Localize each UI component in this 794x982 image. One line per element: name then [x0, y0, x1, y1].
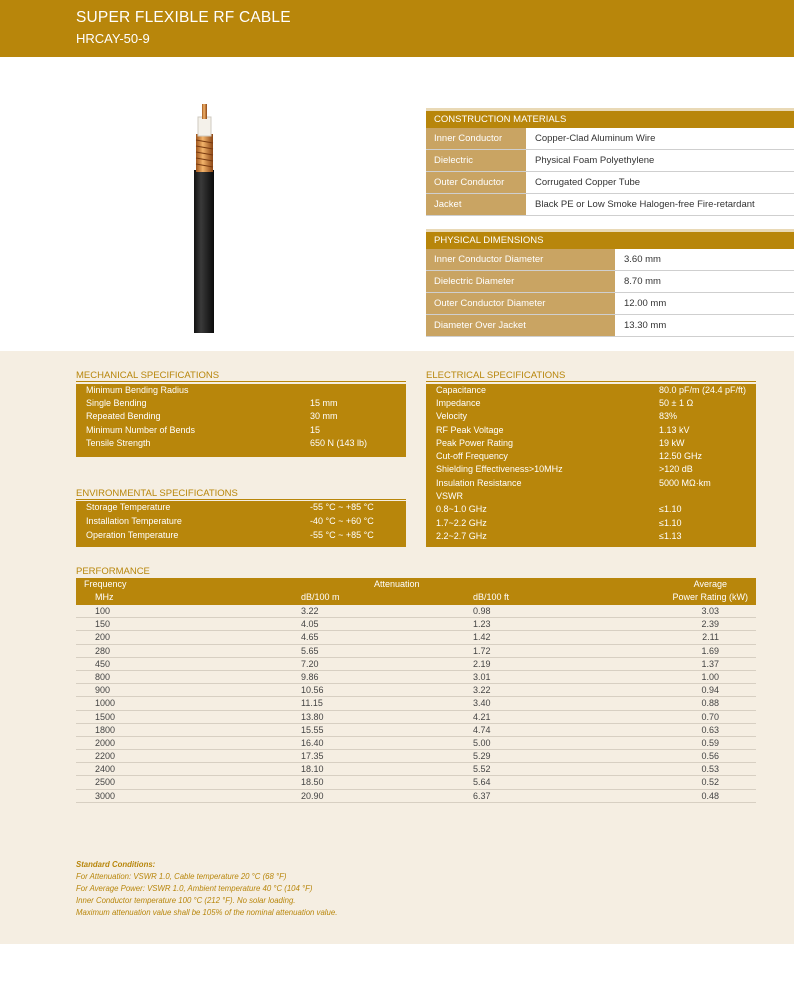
table-row [426, 150, 794, 172]
electrical-specs-box [426, 384, 756, 547]
spec-value: ≤1.13 [659, 531, 682, 541]
spec-value: 3.60 mm [616, 249, 661, 270]
cell-db-per-100m: 15.55 [301, 724, 324, 735]
cell-db-per-100m: 16.40 [301, 737, 324, 748]
spec-key: Cut-off Frequency [436, 451, 508, 461]
cell-db-per-100m: 9.86 [301, 671, 319, 682]
cell-db-per-100ft: 5.52 [473, 764, 491, 775]
cell-db-per-100ft: 5.00 [473, 737, 491, 748]
environmental-title: ENVIRONMENTAL SPECIFICATIONS [76, 488, 406, 500]
cell-power-rating: 0.88 [701, 698, 719, 709]
dimensions-title: PHYSICAL DIMENSIONS [426, 229, 794, 249]
spec-value: 80.0 pF/m (24.4 pF/ft) [659, 385, 747, 395]
cell-frequency: 2200 [95, 751, 116, 762]
table-row [426, 194, 794, 216]
note-line: For Average Power: VSWR 1.0, Ambient temperature 40 °C (104 °F) [76, 884, 313, 893]
col-db-per-100m: dB/100 m [301, 592, 340, 602]
spec-key: Repeated Bending [86, 411, 161, 421]
spec-value: 15 mm [310, 398, 338, 408]
spec-key: Jacket [426, 194, 527, 215]
spec-key: Peak Power Rating [436, 438, 514, 448]
spec-key: Dielectric [426, 150, 527, 171]
cell-frequency: 150 [95, 619, 111, 630]
spec-value: 8.70 mm [616, 271, 661, 292]
cell-frequency: 3000 [95, 790, 116, 801]
spec-value: 19 kW [659, 438, 685, 448]
cell-db-per-100ft: 4.74 [473, 724, 491, 735]
performance-table [76, 605, 756, 803]
spec-value: ≤1.10 [659, 504, 682, 514]
cell-frequency: 280 [95, 645, 111, 656]
cell-power-rating: 0.52 [701, 777, 719, 788]
cell-db-per-100m: 4.65 [301, 632, 319, 643]
cell-power-rating: 0.59 [701, 737, 719, 748]
physical-dimensions-table [426, 229, 794, 337]
electrical-title: ELECTRICAL SPECIFICATIONS [426, 370, 756, 382]
spec-key: 2.2~2.7 GHz [436, 531, 487, 541]
spec-key: Capacitance [436, 385, 487, 395]
cell-db-per-100m: 11.15 [301, 698, 323, 709]
product-title: SUPER FLEXIBLE RF CABLE [76, 9, 291, 26]
cell-db-per-100m: 3.22 [301, 606, 319, 616]
spec-key: Outer Conductor Diameter [426, 293, 616, 314]
table-row [76, 671, 756, 684]
table-row [76, 618, 756, 631]
cable-jacket [194, 170, 214, 333]
cell-frequency: 200 [95, 632, 111, 643]
cell-power-rating: 0.56 [701, 751, 719, 762]
spec-value: 5000 MΩ·km [659, 478, 711, 488]
spec-value: 650 N (143 lb) [310, 438, 368, 448]
col-attenuation: Attenuation [374, 579, 420, 589]
cell-frequency: 450 [95, 658, 111, 669]
spec-value: 1.13 kV [659, 425, 690, 435]
cable-illustration [0, 0, 260, 340]
cell-db-per-100m: 5.65 [301, 645, 319, 656]
spec-key: Impedance [436, 398, 481, 408]
spec-key: Insulation Resistance [436, 478, 522, 488]
col-frequency: Frequency [84, 579, 127, 589]
spec-value: ≤1.10 [659, 518, 682, 528]
cell-db-per-100ft: 3.40 [473, 698, 491, 709]
table-row [76, 658, 756, 671]
spec-key: Inner Conductor Diameter [426, 249, 616, 270]
spec-key: 1.7~2.2 GHz [436, 518, 487, 528]
cell-db-per-100m: 10.56 [301, 685, 324, 696]
table-row [426, 271, 794, 293]
cable-dielectric [198, 117, 211, 136]
spec-key: Shielding Effectiveness>10MHz [436, 464, 563, 474]
spec-key: Minimum Bending Radius [86, 385, 189, 395]
col-frequency-unit: MHz [95, 592, 114, 602]
table-row [76, 711, 756, 724]
performance-title: PERFORMANCE [76, 566, 150, 577]
cell-db-per-100m: 7.20 [301, 658, 319, 669]
spec-key: Operation Temperature [86, 530, 179, 540]
spec-value: -55 °C ~ +85 °C [310, 502, 374, 512]
cell-db-per-100ft: 3.22 [473, 685, 491, 696]
cell-frequency: 800 [95, 671, 111, 682]
col-average: Average [693, 579, 727, 589]
spec-value: -55 °C ~ +85 °C [310, 530, 374, 540]
cell-frequency: 1800 [95, 724, 116, 735]
spec-value: 83% [659, 411, 678, 421]
spec-key: Tensile Strength [86, 438, 151, 448]
table-row [426, 172, 794, 194]
cell-power-rating: 2.39 [701, 619, 719, 630]
cell-power-rating: 1.37 [701, 658, 719, 669]
cell-db-per-100ft: 1.23 [473, 619, 491, 630]
cell-frequency: 2400 [95, 764, 116, 775]
cell-power-rating: 3.03 [701, 606, 719, 616]
cell-frequency: 900 [95, 685, 111, 696]
spec-value: 50 ± 1 Ω [659, 398, 694, 408]
table-row [426, 249, 794, 271]
cell-power-rating: 0.70 [701, 711, 719, 722]
table-row [76, 763, 756, 776]
cell-power-rating: 2.11 [702, 632, 719, 643]
spec-value: >120 dB [659, 464, 693, 474]
product-model: HRCAY-50-9 [76, 31, 150, 46]
cell-db-per-100m: 20.90 [301, 790, 324, 801]
cell-frequency: 1500 [95, 711, 116, 722]
cell-db-per-100m: 13.80 [301, 711, 324, 722]
spec-key: Diameter Over Jacket [426, 315, 616, 336]
table-row [76, 737, 756, 750]
performance-header [76, 578, 756, 605]
cell-power-rating: 1.69 [701, 645, 719, 656]
notes-title: Standard Conditions: [76, 860, 156, 869]
cell-db-per-100ft: 3.01 [473, 671, 491, 682]
table-row [76, 631, 756, 644]
cell-db-per-100ft: 5.64 [473, 777, 491, 788]
cable-inner-conductor [202, 104, 207, 119]
table-row [76, 645, 756, 658]
spec-key: Installation Temperature [86, 516, 182, 526]
cell-db-per-100ft: 1.72 [473, 645, 491, 656]
cell-frequency: 1000 [95, 698, 116, 709]
cell-power-rating: 0.53 [701, 764, 719, 775]
cell-db-per-100ft: 5.29 [473, 751, 491, 762]
note-line: Maximum attenuation value shall be 105% of the nominal attenuation value. [76, 908, 338, 917]
cell-power-rating: 0.94 [701, 685, 719, 696]
note-line: Inner Conductor temperature 100 °C (212 °F). No solar loading. [76, 896, 296, 905]
spec-key: VSWR [436, 491, 463, 501]
environmental-specs-box [76, 501, 406, 547]
spec-key: Velocity [436, 411, 468, 421]
spec-key: RF Peak Voltage [436, 425, 504, 435]
mechanical-title: MECHANICAL SPECIFICATIONS [76, 370, 406, 382]
cell-db-per-100ft: 2.19 [473, 658, 491, 669]
mechanical-specs-box [76, 384, 406, 457]
spec-key: Dielectric Diameter [426, 271, 616, 292]
table-row [76, 605, 756, 618]
cell-db-per-100ft: 1.42 [473, 632, 491, 643]
cell-db-per-100m: 17.35 [301, 751, 324, 762]
spec-key: Single Bending [86, 398, 147, 408]
cell-power-rating: 0.48 [701, 790, 719, 801]
spec-value: 12.00 mm [616, 293, 666, 314]
cell-frequency: 2000 [95, 737, 116, 748]
table-row [426, 293, 794, 315]
table-row [76, 697, 756, 710]
cell-power-rating: 0.63 [701, 724, 719, 735]
col-power-rating: Power Rating (kW) [672, 592, 748, 602]
spec-key: Minimum Number of Bends [86, 425, 196, 435]
table-row [76, 750, 756, 763]
table-row [76, 684, 756, 697]
cell-frequency: 2500 [95, 777, 116, 788]
cell-frequency: 100 [95, 606, 111, 616]
table-row [76, 790, 756, 803]
cell-power-rating: 1.00 [701, 671, 719, 682]
construction-materials-table [426, 108, 794, 216]
construction-title: CONSTRUCTION MATERIALS [426, 108, 794, 128]
spec-key: Outer Conductor [426, 172, 527, 193]
note-line: For Attenuation: VSWR 1.0, Cable temperature 20 °C (68 °F) [76, 872, 287, 881]
cell-db-per-100m: 18.10 [301, 764, 324, 775]
spec-value: 13.30 mm [616, 315, 666, 336]
table-row [426, 128, 794, 150]
spec-key: Inner Conductor [426, 128, 527, 149]
col-db-per-100ft: dB/100 ft [473, 592, 510, 602]
cell-db-per-100m: 18.50 [301, 777, 324, 788]
table-row [76, 724, 756, 737]
spec-value: 12.50 GHz [659, 451, 703, 461]
cell-db-per-100ft: 0.98 [473, 606, 491, 616]
table-row [426, 315, 794, 337]
cell-db-per-100ft: 6.37 [473, 790, 491, 801]
spec-value: 30 mm [310, 411, 338, 421]
spec-key: 0.8~1.0 GHz [436, 504, 487, 514]
table-row [76, 776, 756, 789]
spec-value: Corrugated Copper Tube [527, 172, 640, 193]
spec-value: 15 [310, 425, 321, 435]
spec-value: Black PE or Low Smoke Halogen-free Fire-retardant [527, 194, 755, 215]
spec-key: Storage Temperature [86, 502, 171, 512]
cell-db-per-100m: 4.05 [301, 619, 319, 630]
cell-db-per-100ft: 4.21 [473, 711, 491, 722]
standard-conditions [76, 859, 337, 919]
spec-value: Copper-Clad Aluminum Wire [527, 128, 655, 149]
spec-value: Physical Foam Polyethylene [527, 150, 654, 171]
spec-value: -40 °C ~ +60 °C [310, 516, 374, 526]
